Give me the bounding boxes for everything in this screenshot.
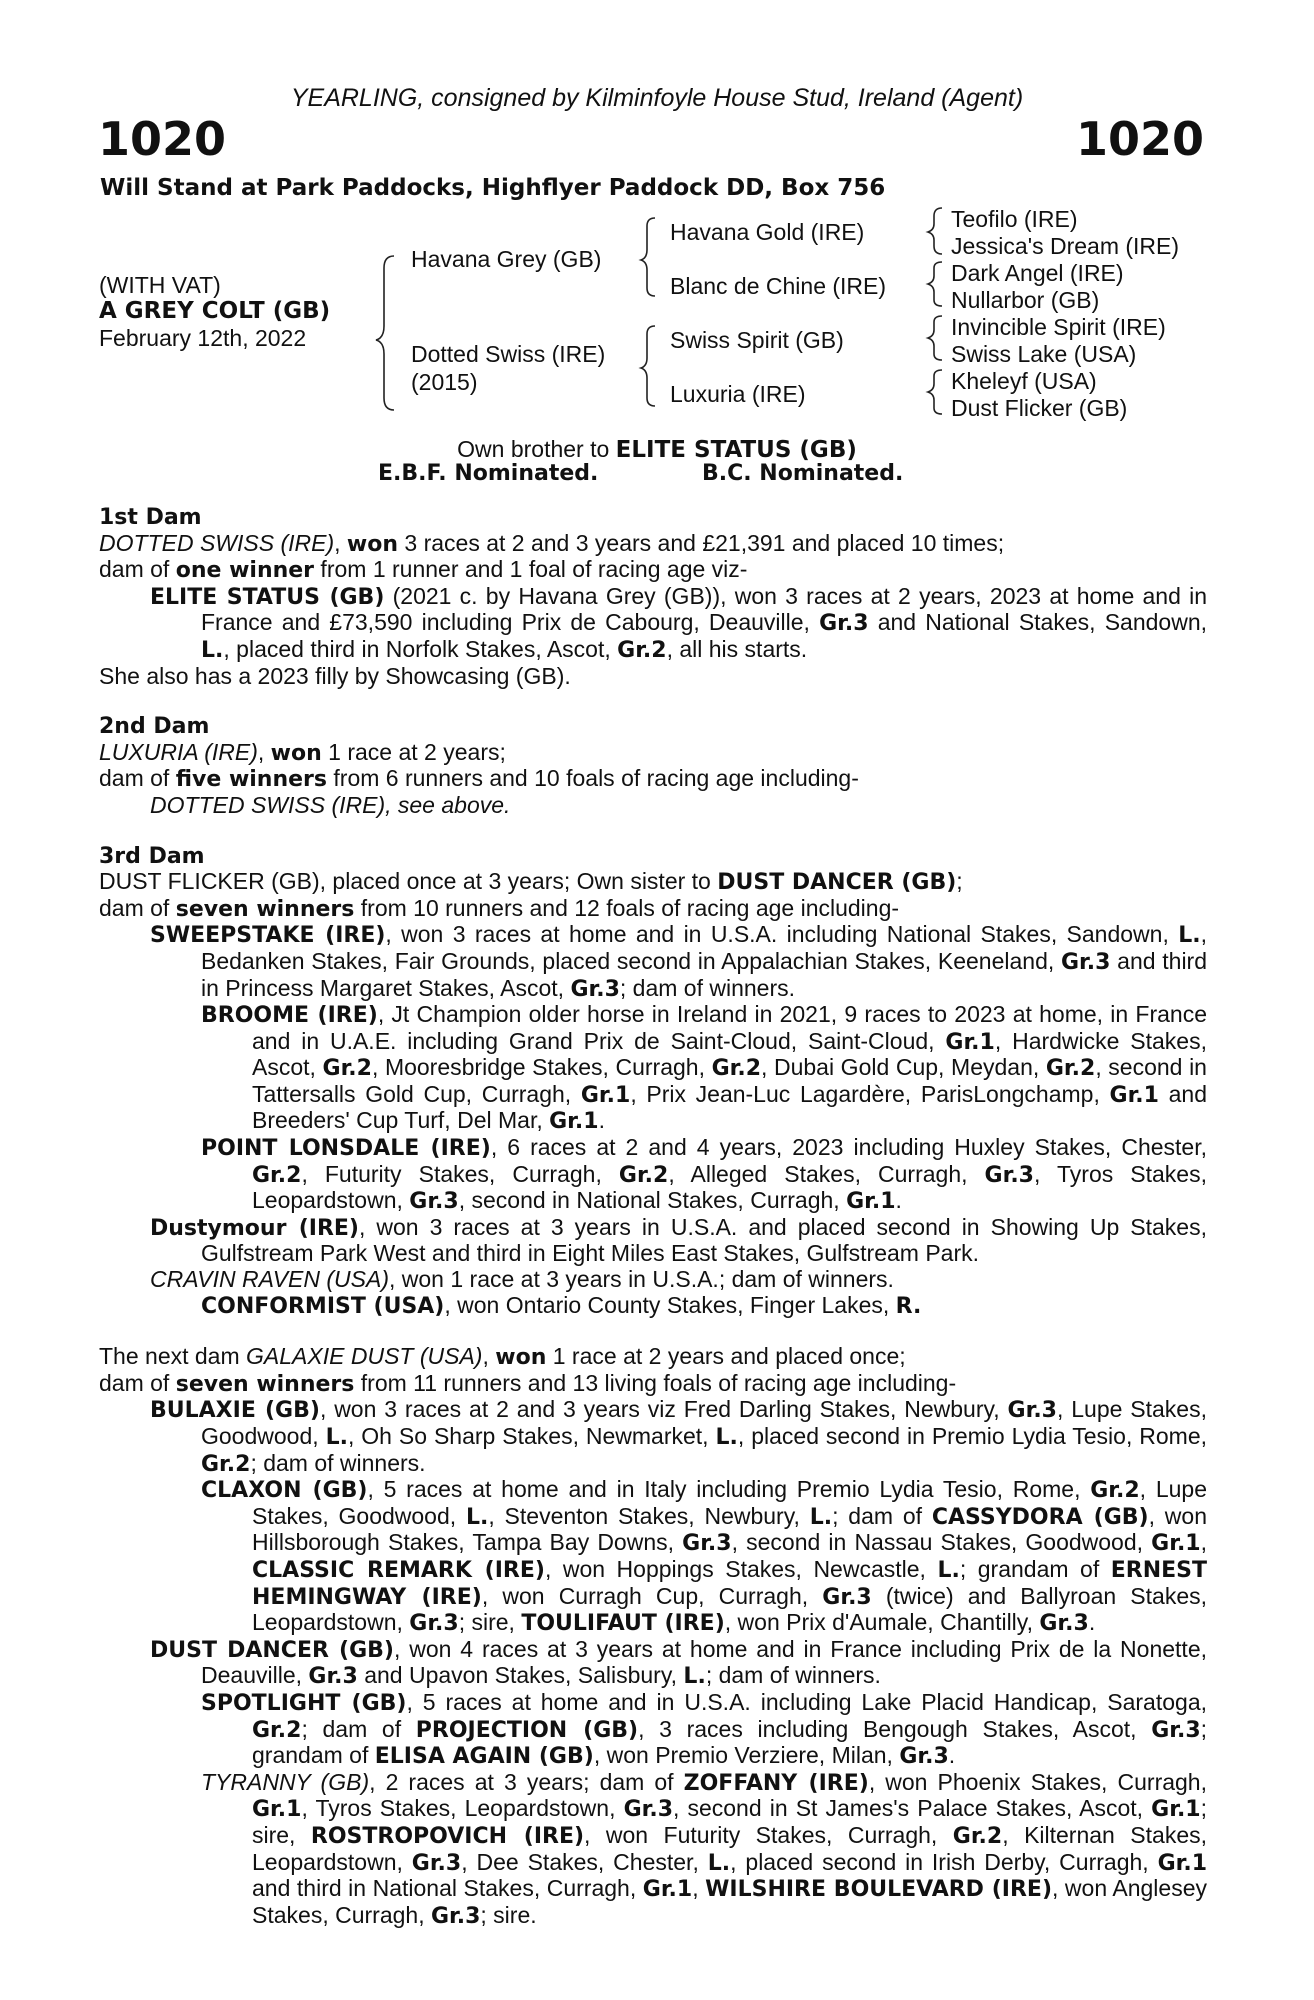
first-dam-heading: 1st Dam bbox=[99, 505, 202, 530]
dustymour-entry: Dustymour (IRE), won 3 races at 3 years in U.S.A. and placed second in Showing Up Stakes, Gulfstream Park West and third in Eight Miles East Stakes, Gulfstream Park. bbox=[150, 1213, 1207, 1267]
next-dam-paragraph: The next dam GALAXIE DUST (USA), won 1 race at 2 years and placed once; dam of seven winners from 11 runners and 13 living foals of racing age including- bbox=[99, 1343, 957, 1397]
subtitle: YEARLING, consigned by Kilminfoyle House Stud, Ireland (Agent) bbox=[290, 84, 1024, 112]
g3-4: Nullarbor (GB) bbox=[951, 287, 1100, 313]
sire-dam: Blanc de Chine (IRE) bbox=[670, 273, 887, 299]
first-dam-paragraph: DOTTED SWISS (IRE), won 3 races at 2 and 3 years and £21,391 and placed 10 times; dam of one winner from 1 runner and 1 foal of racing age viz- bbox=[99, 529, 1005, 584]
vat-note: (WITH VAT) bbox=[99, 272, 221, 298]
dam-dam: Luxuria (IRE) bbox=[670, 381, 806, 407]
lot-number-left: 1020 bbox=[98, 112, 227, 166]
dust-dancer-entry: DUST DANCER (GB), won 4 races at 3 years at home and in France including Prix de la Nonette, Deauville, Gr.3 and Upavon Stakes, Salisbury, L.; dam of winners. bbox=[150, 1635, 1208, 1690]
lot-number-right: 1020 bbox=[1075, 112, 1204, 166]
conformist-entry: CONFORMIST (USA), won Ontario County Stakes, Finger Lakes, R. bbox=[201, 1291, 922, 1319]
sire: Havana Grey (GB) bbox=[411, 246, 602, 272]
g3-5: Invincible Spirit (IRE) bbox=[951, 314, 1166, 340]
second-dam-heading: 2nd Dam bbox=[99, 714, 210, 740]
dam: Dotted Swiss (IRE) bbox=[411, 341, 606, 367]
third-dam-heading: 3rd Dam bbox=[99, 843, 205, 869]
bc-nominated: B.C. Nominated. bbox=[702, 461, 904, 486]
own-brother-name: ELITE STATUS (GB) bbox=[615, 437, 857, 463]
dam-sire: Swiss Spirit (GB) bbox=[670, 327, 844, 353]
first-dam-note: She also has a 2023 filly by Showcasing (GB). bbox=[99, 662, 571, 689]
g3-6: Swiss Lake (USA) bbox=[951, 341, 1137, 367]
elite-status-entry: ELITE STATUS (GB) (2021 c. by Havana Grey (GB)), won 3 races at 2 years, 2023 at home and in France and £73,590 including Prix de Cabourg, Deauville, Gr.3 and National Stakes, Sandown, L., placed third in Norfolk Stakes, Ascot, Gr.2, all his starts. bbox=[150, 582, 1208, 663]
bulaxie-entry: BULAXIE (GB), won 3 races at 2 and 3 years viz Fred Darling Stakes, Newbury, Gr.3, Lupe Stakes, Goodwood, L., Oh So Sharp Stakes, Newmarket, L., placed second in Premio Lydia Tesio, Rome, Gr.2; dam of winners. bbox=[150, 1396, 1207, 1477]
g3-3: Dark Angel (IRE) bbox=[951, 260, 1124, 286]
g3-2: Jessica's Dream (IRE) bbox=[951, 233, 1180, 259]
second-dam-paragraph: LUXURIA (IRE), won 1 race at 2 years; dam of five winners from 6 runners and 10 foals of racing age including- bbox=[99, 738, 859, 793]
g3-8: Dust Flicker (GB) bbox=[951, 395, 1128, 421]
horse-name: A GREY COLT (GB) bbox=[99, 298, 331, 324]
claxon-entry: CLAXON (GB), 5 races at home and in Italy including Premio Lydia Tesio, Rome, Gr.2, Lupe Stakes, Goodwood, L., Steventon Stakes, Newbury, L.; dam of CASSYDORA (GB), won Hillsborough Stakes, Tampa Bay Downs, Gr.3, second in Nassau Stakes, Goodwood, Gr.1, CLASSIC REMARK (IRE), won Hoppings Stakes, Newcastle, L.; grandam of ERNEST HEMINGWAY (IRE), won Curragh Cup, Curragh, Gr.3 (twice) and Ballyroan Stakes, Leopardstown, Gr.3; sire, TOULIFAUT (IRE), won Prix d'Aumale, Chantilly, Gr.3. bbox=[201, 1476, 1208, 1637]
broome-entry: BROOME (IRE), Jt Champion older horse in Ireland in 2021, 9 races to 2023 at home, in France and in U.A.E. including Grand Prix de Saint-Cloud, Saint-Cloud, Gr.1, Hardwicke Stakes, Ascot, Gr.2, Mooresbridge Stakes, Curragh, Gr.2, Dubai Gold Cup, Meydan, Gr.2, second in Tattersalls Gold Cup, Curragh, Gr.1, Prix Jean-Luc Lagardère, ParisLongchamp, Gr.1 and Breeders' Cup Turf, Del Mar, Gr.1. bbox=[201, 1001, 1208, 1135]
foaled-date: February 12th, 2022 bbox=[99, 325, 307, 351]
stand-location: Will Stand at Park Paddocks, Highflyer Paddock DD, Box 756 bbox=[100, 175, 886, 201]
dotted-swiss-ref: DOTTED SWISS (IRE), see above. bbox=[150, 791, 511, 818]
g3-7: Kheleyf (USA) bbox=[951, 368, 1097, 394]
dam-year: (2015) bbox=[411, 369, 478, 395]
sweepstake-entry: SWEEPSTAKE (IRE), won 3 races at home and in U.S.A. including National Stakes, Sandown, L., Bedanken Stakes, Fair Grounds, placed second in Appalachian Stakes, Keeneland, Gr.3 and third in Princess Margaret Stakes, Ascot, Gr.3; dam of winners. bbox=[150, 921, 1207, 1002]
sire-sire: Havana Gold (IRE) bbox=[670, 219, 865, 245]
own-brother-line bbox=[0, 436, 1314, 463]
point-lonsdale-entry: POINT LONSDALE (IRE), 6 races at 2 and 4 years, 2023 including Huxley Stakes, Chester, Gr.2, Futurity Stakes, Curragh, Gr.2, Alleged Stakes, Curragh, Gr.3, Tyros Stakes, Leopardstown, Gr.3, second in National Stakes, Curragh, Gr.1. bbox=[201, 1134, 1207, 1215]
ebf-nominated: E.B.F. Nominated. bbox=[378, 461, 599, 486]
cravin-raven-entry: CRAVIN RAVEN (USA), won 1 race at 3 years in U.S.A.; dam of winners. bbox=[150, 1266, 894, 1293]
tyranny-entry: TYRANNY (GB), 2 races at 3 years; dam of ZOFFANY (IRE), won Phoenix Stakes, Curragh, Gr.1, Tyros Stakes, Leopardstown, Gr.3, second in St James's Palace Stakes, Ascot, Gr.1; sire, ROSTROPOVICH (IRE), won Futurity Stakes, Curragh, Gr.2, Kilternan Stakes, Leopardstown, Gr.3, Dee Stakes, Chester, L., placed second in Irish Derby, Curragh, Gr.1 and third in National Stakes, Curragh, Gr.1, WILSHIRE BOULEVARD (IRE), won Anglesey Stakes, Curragh, Gr.3; sire. bbox=[201, 1768, 1208, 1929]
third-dam-paragraph: DUST FLICKER (GB), placed once at 3 years; Own sister to DUST DANCER (GB); dam of seven winners from 10 runners and 12 foals of racing age including- bbox=[99, 868, 963, 922]
own-brother-prefix: Own brother to bbox=[457, 436, 616, 462]
dam-produce-record bbox=[99, 505, 1207, 1929]
spotlight-entry: SPOTLIGHT (GB), 5 races at home and in U.S.A. including Lake Placid Handicap, Saratoga, Gr.2; dam of PROJECTION (GB), 3 races including Bengough Stakes, Ascot, Gr.3; grandam of ELISA AGAIN (GB), won Premio Verziere, Milan, Gr.3. bbox=[201, 1688, 1208, 1770]
g3-1: Teofilo (IRE) bbox=[951, 206, 1078, 232]
